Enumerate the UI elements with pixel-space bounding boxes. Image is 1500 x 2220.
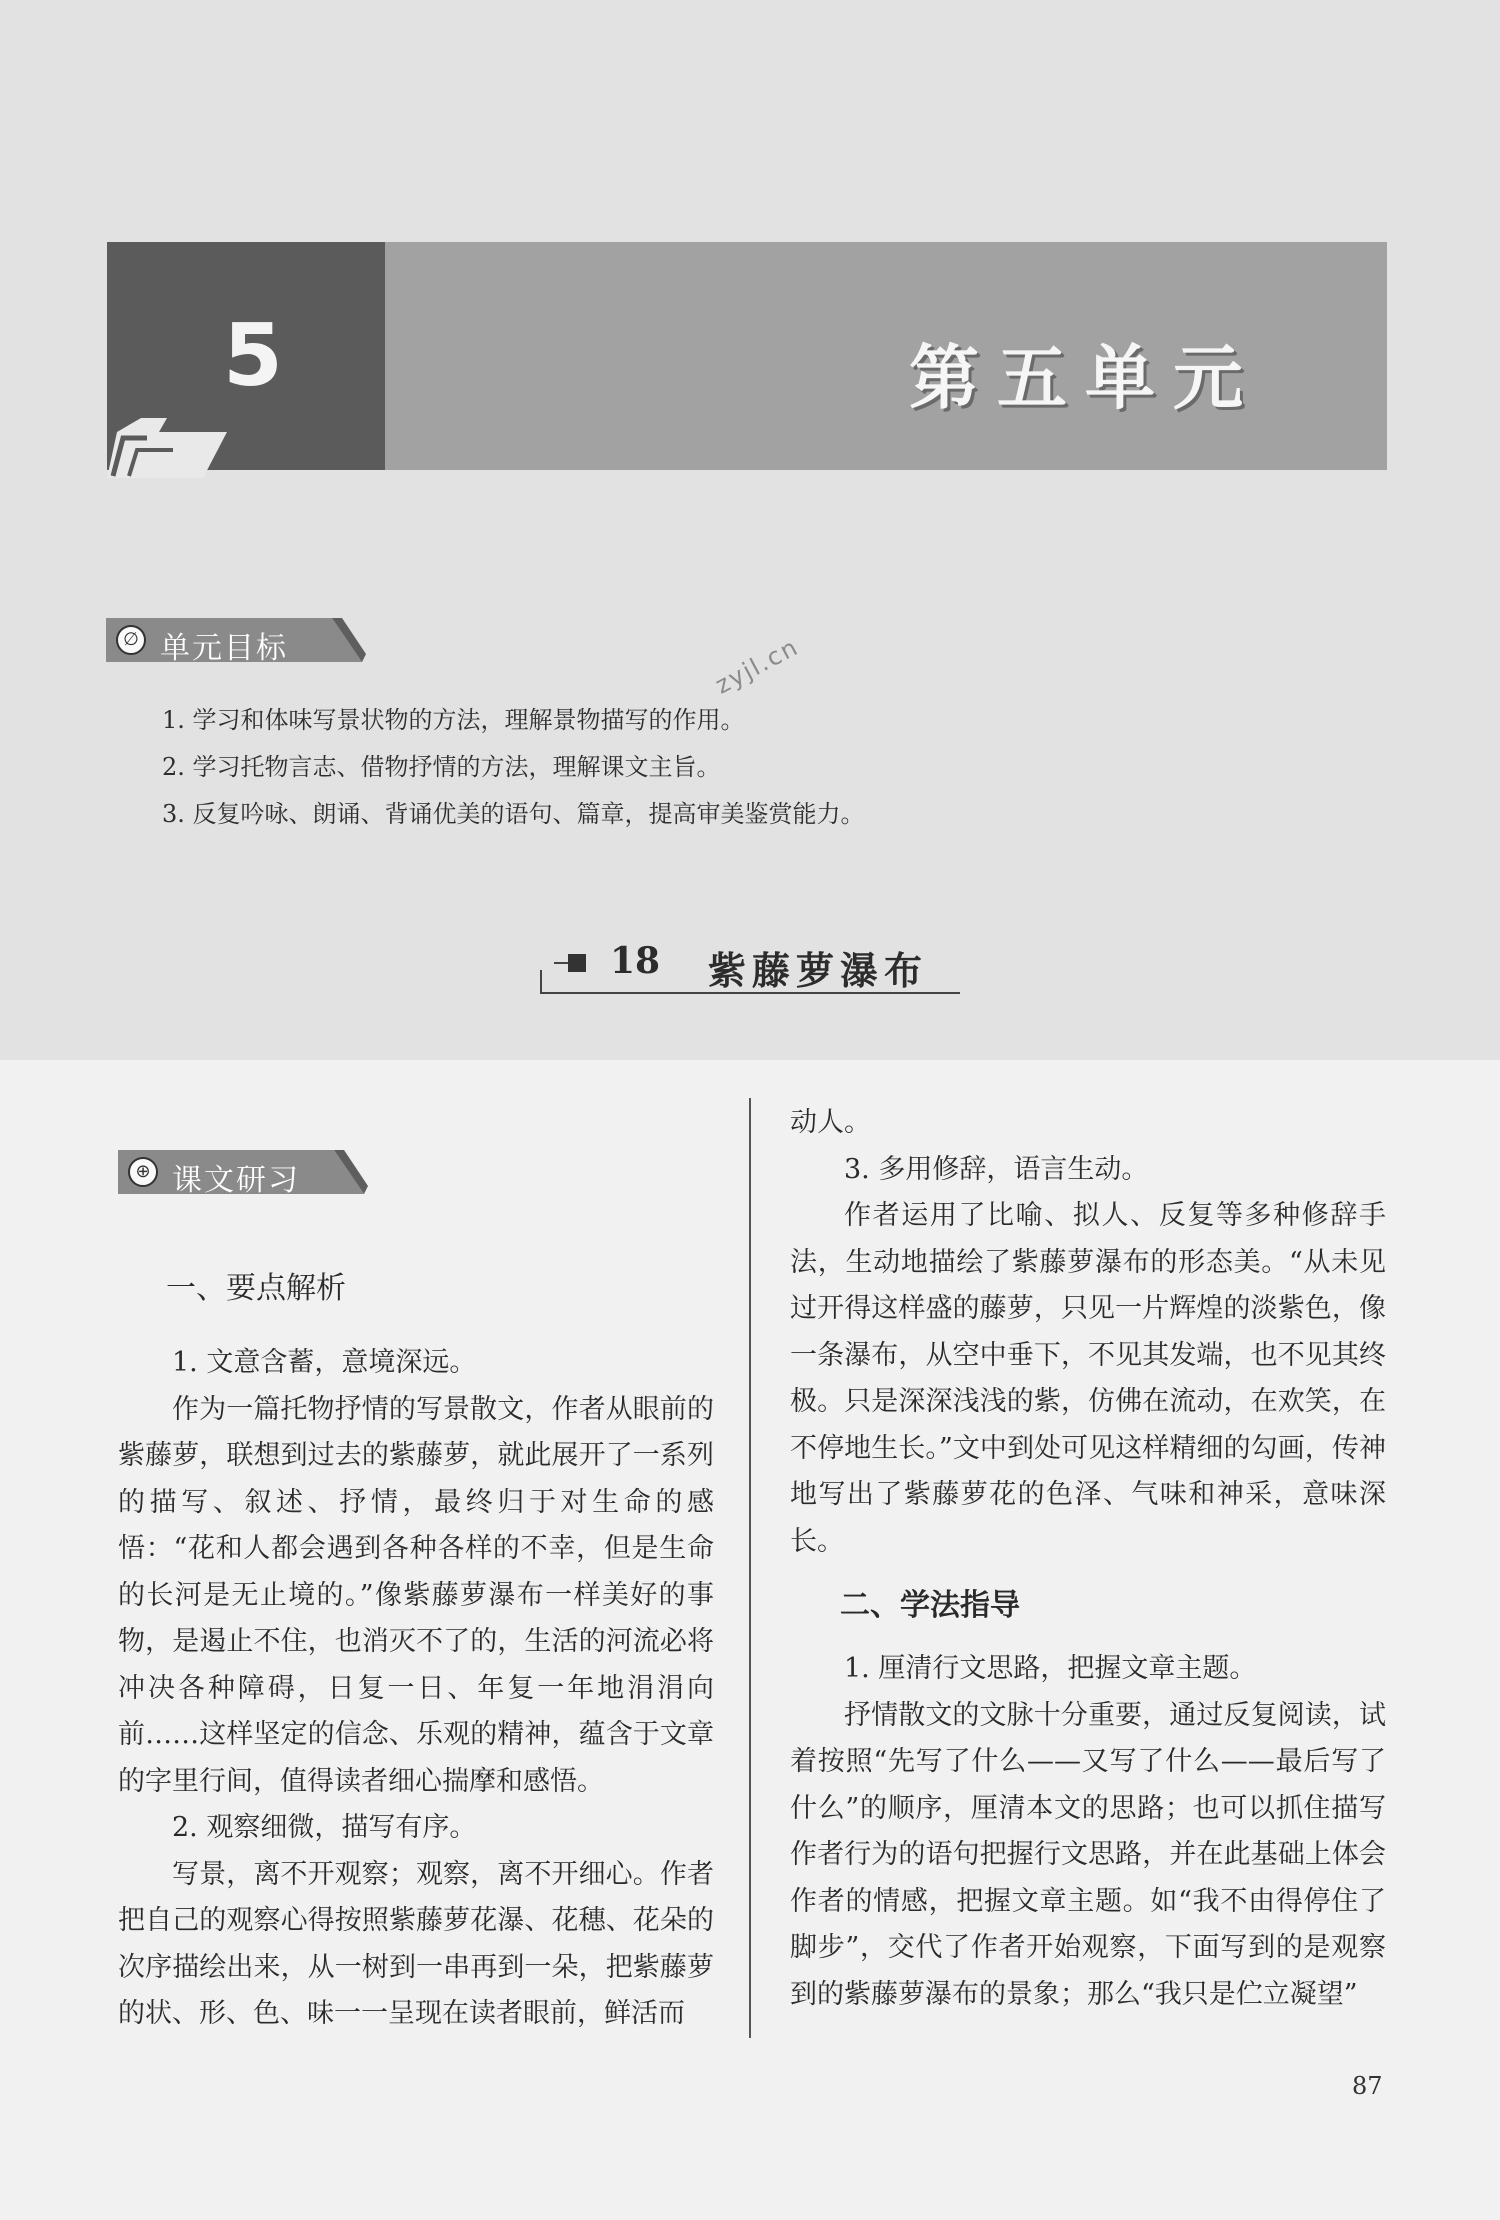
goal-item: 1. 学习和体味写景状物的方法，理解景物描写的作用。 <box>162 706 745 734</box>
square-bullet-icon <box>568 954 586 972</box>
text-study-tab <box>118 1150 368 1198</box>
unit-goals-list <box>162 705 1362 846</box>
unit-banner <box>107 242 1387 470</box>
folder-corner-icon <box>107 418 227 478</box>
unit-number-block <box>107 242 385 470</box>
lesson-heading <box>540 940 960 1000</box>
globe-icon: ⊕ <box>128 1157 158 1187</box>
section-heading-key-points: 一、要点解析 <box>166 1271 346 1306</box>
section-heading-study-guide: 二、学法指导 <box>840 1588 1020 1623</box>
point-heading: 2. 观察细微，描写有序。 <box>172 1812 477 1843</box>
body-paragraph: 抒情散文的文脉十分重要，通过反复阅读，试着按照“先写了什么——又写了什么——最后写了什么”的顺序，厘清本文的思路；也可以抓住描写作者行为的语句把握行文思路，并在此基础上体会作者的情感，把握文章主题。如“我不由得停住了脚步”，交代了作者开始观察，下面写到的是观察到的紫藤萝瀑布的景象；那么“我只是伫立凝望” <box>790 1699 1386 2010</box>
body-paragraph: 作为一篇托物抒情的写景散文，作者从眼前的紫藤萝，联想到过去的紫藤萝，就此展开了一系列的描写、叙述、抒情，最终归于对生命的感悟：“花和人都会遇到各种各样的不幸，但是生命的长河是无止境的。”像紫藤萝瀑布一样美好的事物，是遏止不住，也消灭不了的，生活的河流必将冲决各种障碍，日复一日、年复一年地涓涓向前……这样坚定的信念、乐观的精神，蕴含于文章的字里行间，值得读者细心揣摩和感悟。 <box>118 1393 714 1797</box>
unit-title-block <box>385 242 1387 470</box>
body-paragraph: 作者运用了比喻、拟人、反复等多种修辞手法，生动地描绘了紫藤萝瀑布的形态美。“从未见过开得这样盛的藤萝，只见一片辉煌的淡紫色，像一条瀑布，从空中垂下，不见其发端，也不见其终极。只是深深浅浅的紫，仿佛在流动，在欢笑，在不停地生长。”文中到处可见这样精细的勾画，传神地写出了紫藤萝花的色泽、气味和神采，意味深长。 <box>790 1200 1386 1557</box>
lesson-rule-dash <box>554 962 568 964</box>
paperclip-icon: ∅ <box>116 625 146 655</box>
unit-number: 5 <box>223 306 283 406</box>
header-zone <box>0 0 1500 1060</box>
unit-goals-label: 单元目标 <box>160 631 288 666</box>
point-heading: 3. 多用修辞，语言生动。 <box>844 1153 1149 1185</box>
unit-title: 第五单元 <box>909 336 1261 419</box>
lesson-number: 18 <box>610 940 661 982</box>
body-paragraph: 写景，离不开观察；观察，离不开细心。作者把自己的观察心得按照紫藤萝花瀑、花穗、花朵的次序描绘出来，从一树到一串再到一朵，把紫藤萝的状、形、色、味一一呈现在读者眼前，鲜活而 <box>118 1858 714 2029</box>
right-column-bottom <box>790 1646 1386 2018</box>
text-study-label: 课文研习 <box>172 1163 300 1198</box>
lesson-title: 紫藤萝瀑布 <box>708 948 929 993</box>
column-divider <box>749 1098 751 2038</box>
left-column <box>118 1340 714 2038</box>
body-paragraph: 动人。 <box>790 1107 871 1138</box>
goal-item: 3. 反复吟咏、朗诵、背诵优美的语句、篇章，提高审美鉴赏能力。 <box>162 800 865 828</box>
goal-item: 2. 学习托物言志、借物抒情的方法，理解课文主旨。 <box>162 753 721 781</box>
right-column-top <box>790 1100 1386 1565</box>
unit-goals-tab <box>106 618 366 666</box>
lesson-underline <box>540 992 960 994</box>
point-heading: 1. 厘清行文思路，把握文章主题。 <box>844 1653 1257 1684</box>
point-heading: 1. 文意含蓄，意境深远。 <box>172 1347 477 1378</box>
watermark: zyjl.cn <box>710 632 804 700</box>
page-number: 87 <box>1352 2072 1383 2100</box>
lesson-rule-tick <box>540 970 542 994</box>
